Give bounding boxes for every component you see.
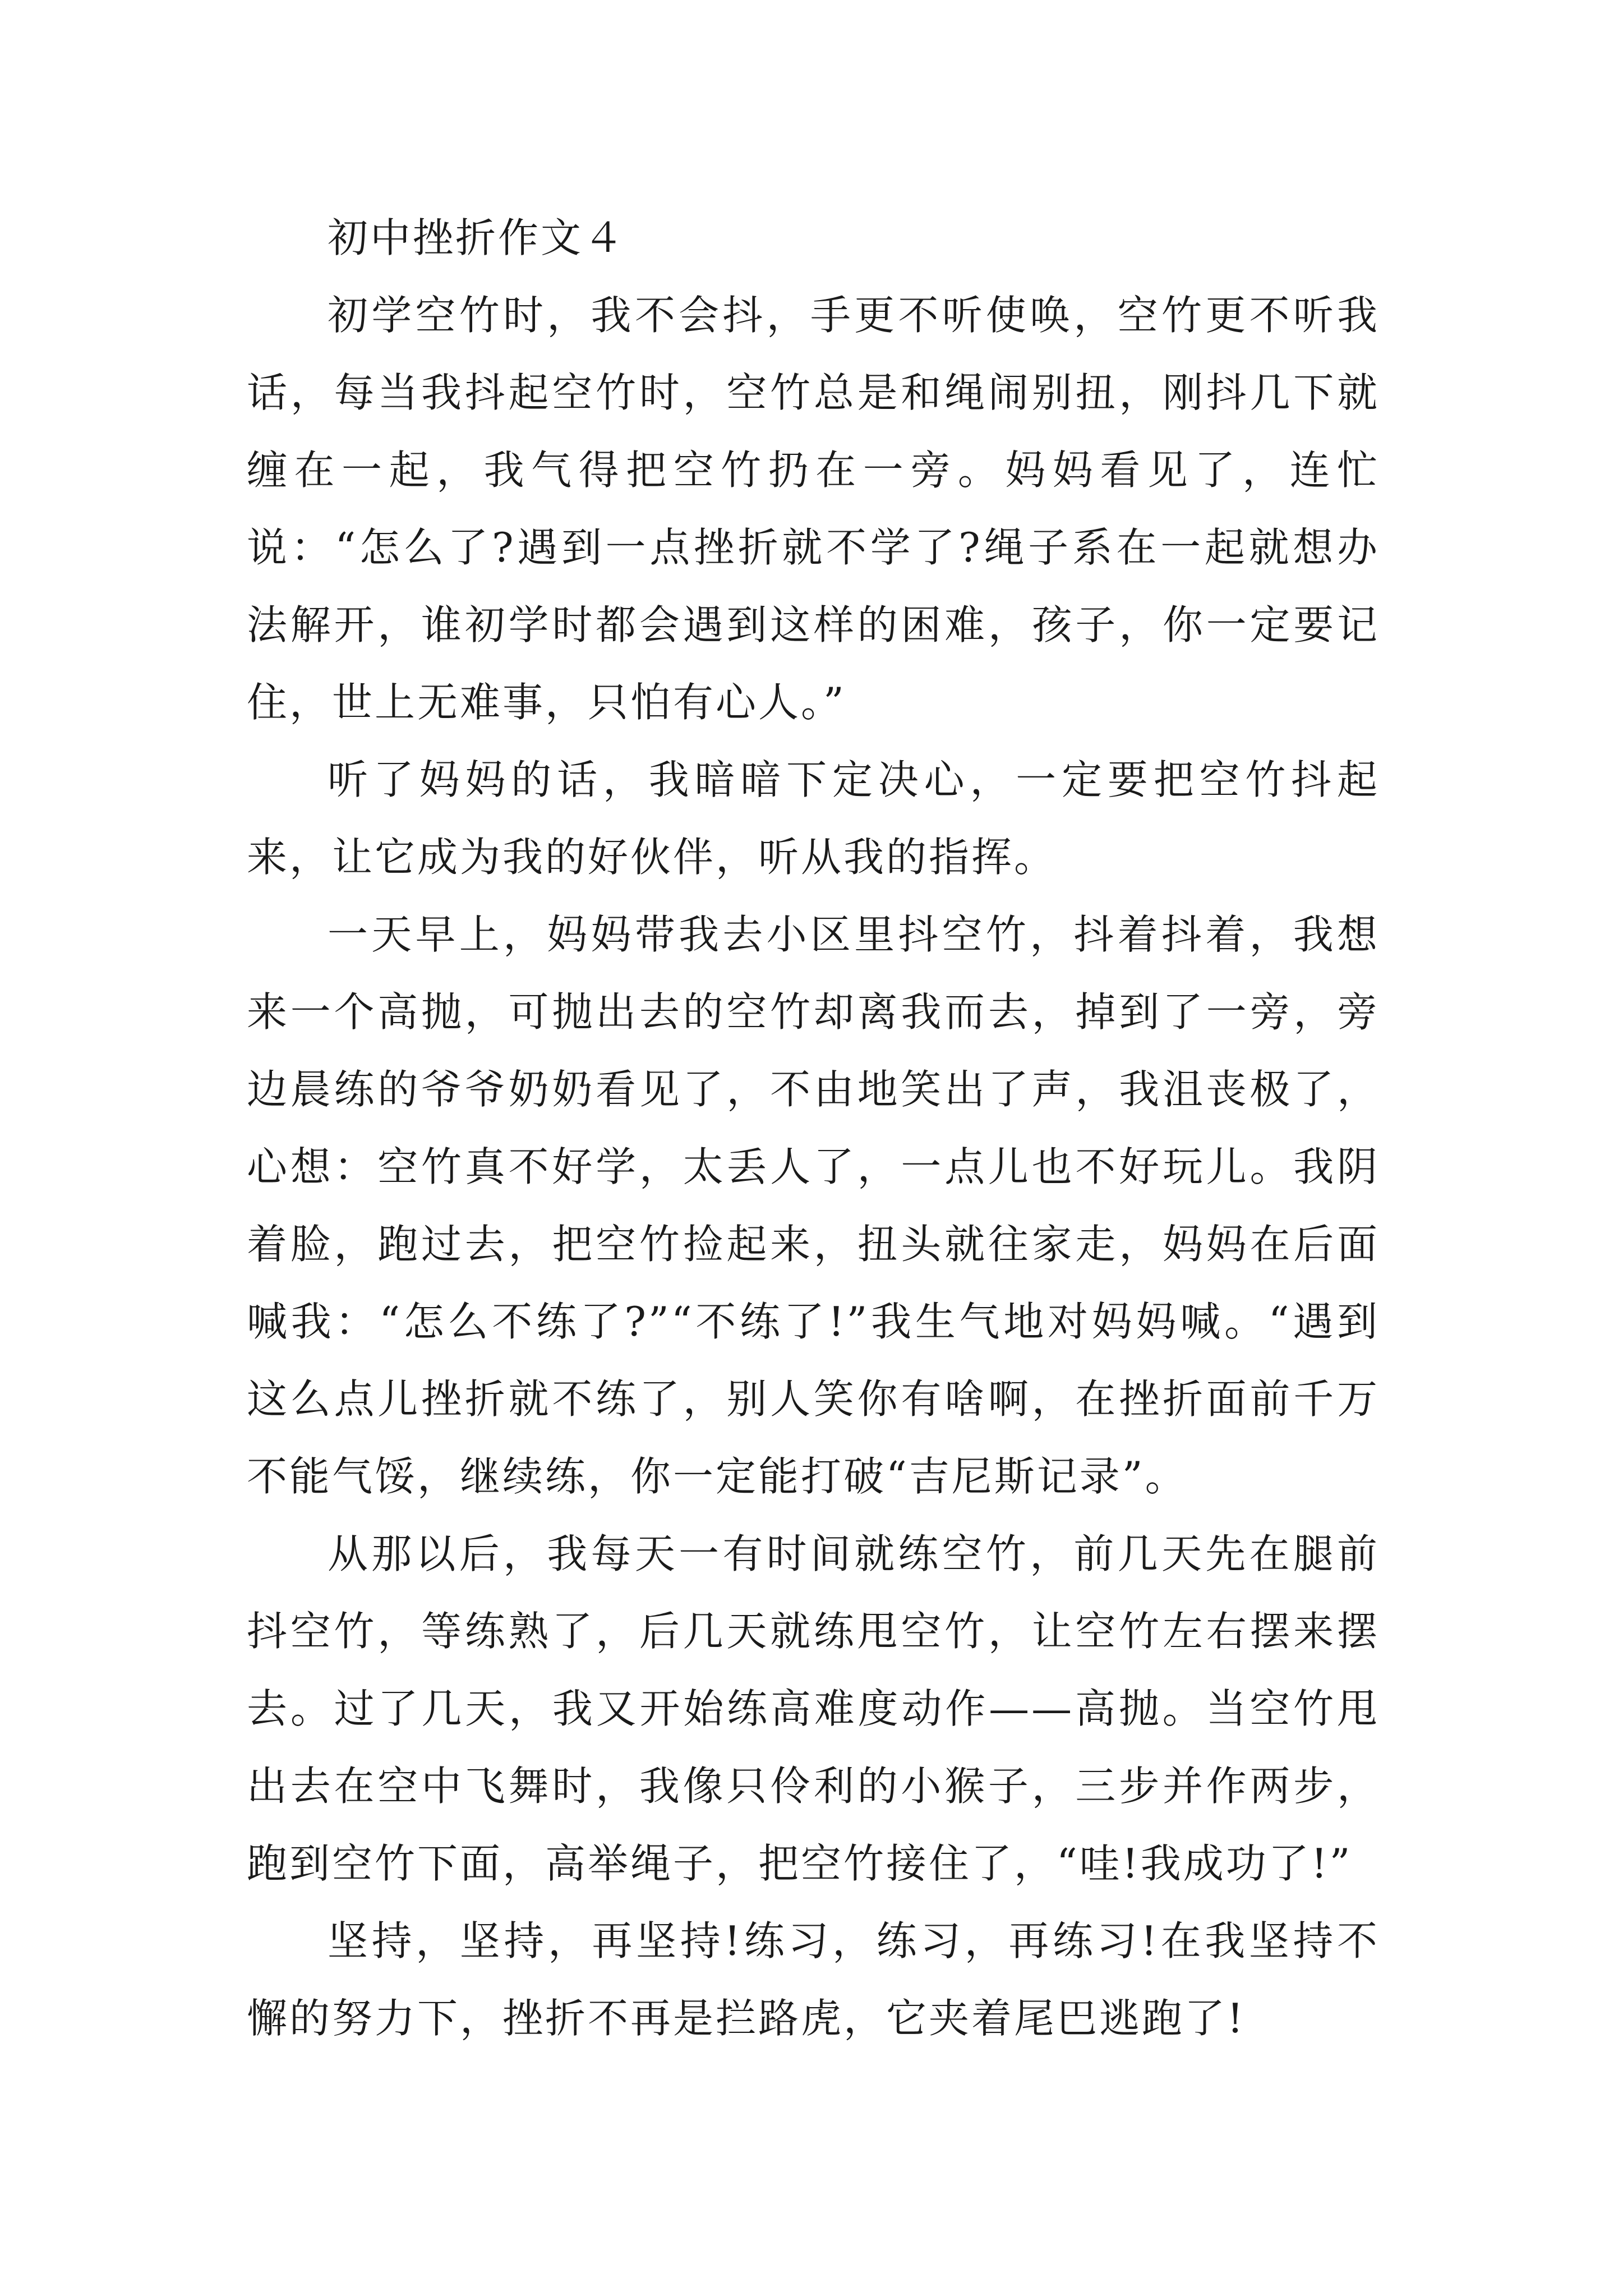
- paragraph-1: 初学空竹时，我不会抖，手更不听使唤，空竹更不听我话，每当我抖起空竹时，空竹总是和绳闹别扭，刚抖几下就缠在一起，我气得把空竹扔在一旁。妈妈看见了，连忙说：“怎么了?遇到一点挫折就不学了?绳子系在一起就想办法解开，谁初学时都会遇到这样的困难，孩子，你一定要记住，世上无难事，只怕有心人。”: [247, 292, 1380, 726]
- paragraph-3: 一天早上，妈妈带我去小区里抖空竹，抖着抖着，我想来一个高抛，可抛出去的空竹却离我而去，掉到了一旁，旁边晨练的爷爷奶奶看见了，不由地笑出了声，我沮丧极了，心想：空竹真不好学，太丢人了，一点儿也不好玩儿。我阴着脸，跑过去，把空竹捡起来，扭头就往家走，妈妈在后面喊我：“怎么不练了?”“不练了!”我生气地对妈妈喊。“遇到这么点儿挫折就不练了，别人笑你有啥啊，在挫折面前千万不能气馁，继续练，你一定能打破“吉尼斯记录”。: [247, 911, 1380, 1500]
- paragraph-5: 坚持，坚持，再坚持!练习，练习，再练习!在我坚持不懈的努力下，挫折不再是拦路虎，它夹着尾巴逃跑了!: [247, 1917, 1380, 2042]
- document-title: 初中挫折作文４: [328, 214, 626, 261]
- paragraph-4: 从那以后，我每天一有时间就练空竹，前几天先在腿前抖空竹，等练熟了，后几天就练甩空竹，让空竹左右摆来摆去。过了几天，我又开始练高难度动作——高抛。当空竹甩出去在空中飞舞时，我像只伶利的小猴子，三步并作两步，跑到空竹下面，高举绳子，把空竹接住了，“哇!我成功了!”: [247, 1530, 1380, 1887]
- paragraph-2: 听了妈妈的话，我暗暗下定决心，一定要把空竹抖起来，让它成为我的好伙伴，听从我的指挥。: [247, 756, 1380, 881]
- document-body: [247, 199, 1380, 2057]
